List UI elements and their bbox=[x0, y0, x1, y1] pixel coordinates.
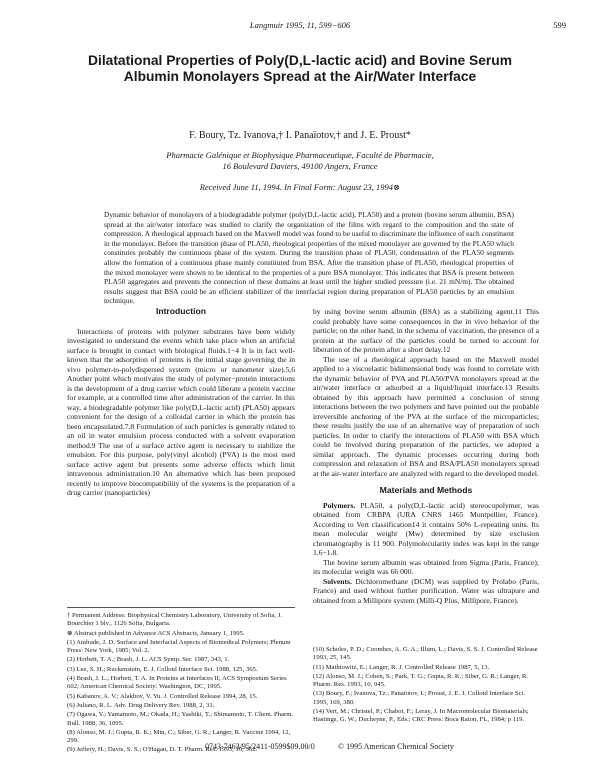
affiliation-line-2: 16 Boulevard Daviers, 49100 Angers, France bbox=[222, 161, 378, 171]
footnote: (13) Boury, F.; Ivanova, Tz.; Panaïotov, I.; Proust, J. E. J. Colloid Interface Sci. 1995, 169, 380. bbox=[313, 690, 526, 706]
footnotes-right bbox=[313, 646, 539, 726]
footnote: (5) Kabanov, A. V.; Alakhov, V. Yu. J. Controlled Release 1994, 28, 15. bbox=[67, 692, 258, 700]
right-paragraph-2: The use of a rheological approach based on the Maxwell model applied to a viscoelastic bidimensional body was found to correlate with the dynamic behavior of PVA and PLA50/PVA monolayers spread at the air/water interface or adsorbed at a liquid/liquid interface.13 Results obtained by this approach have permitted a conclusion of strong interactions between the two polymers and have pointed out the probable irreversible anchoring of the PVA at the surface of the microparticles; these results justify the use of an alternative way of preparation of such particles. In order to clarify the interactions of PLA50 with BSA which could be involved during preparation of the particles, we adopted a similar approach. The dynamic processes occurring during both compression and relaxation of BSA and BSA/PLA50 monolayers spread at the air-water interface are analyzed with regard to the developed model. bbox=[313, 354, 539, 478]
footnote: (3) Lee, S. H.; Ruckenstein, E. J. Colloid Interface Sci. 1988, 125, 365. bbox=[67, 665, 258, 673]
footnote: (9) Jeffery, H.; Davis, S. S.; O'Hagan, D. T. Pharm. Res. 1993, 10, 362. bbox=[67, 746, 258, 754]
footnotes-left bbox=[67, 607, 295, 756]
right-paragraph-1: by using bovine serum albumin (BSA) as a stabilizing agent.11 This could probably have some consequences in the in vivo behavior of the particle; on the other hand, in the schema of vaccination, the presence of a protein at the surface of the particles could be turned to account for liberation of the protein after a short delay.12 bbox=[313, 307, 539, 354]
footnote: (14) Vert, M.; Christel, P.; Chabot, F.; Leray, J. In Macromolecular Biomaterials; Hastings, G. W., Ducheyne, P., Eds.; CRC Press: Boca Raton, FL, 1984; p 119. bbox=[313, 708, 529, 724]
journal-header: Langmuir 1995, 11, 599−606 bbox=[249, 20, 351, 30]
footnote: † Permanent Address: Biophysical Chemistry Laboratory, University of Sofia, J. Bourchier 1 blv., 1126 Sofia, Bulgaria. bbox=[67, 612, 283, 628]
introduction-paragraph: Interactions of proteins with polymer substrates have been widely investigated to understand the events which take place when an artificial surface is brought in contact with biological fluids.1−4 It is in fact well-known that the adsorption of proteins is the initial stage governing the in vivo polymer-to-polydispersed system (micro or nanometer size).5,6 Another point which motivates the study of polymer−protein interactions is the development of a drug carrier which could liberate a protein vaccine for example, at a controlled time after administration of the carrier. In this way, a biodegradable polymer like poly(D,L-lactic acid) (PLA50) appears convenient for the design of a colloidal carrier in which the protein has been encapsulated.7,8 Formulation of such particles is generally related to an oil in water emulsion process conducted with a solvent evaporation method.9 The use of a surface active agent is necessary to stabilize the emulsion. For this purpose, poly(vinyl alcohol) (PVA) is the most used surface active agent but presents some adverse effects which limit intravenous administration.10 An alternative which has been proposed recently to improve biocompatibility of the systems is the preparation of a drug carrier (nanoparticles) bbox=[67, 326, 295, 497]
affiliation-line-1: Pharmacie Galénique et Biophysique Pharmaceutique, Faculté de Pharmacie, bbox=[166, 150, 434, 160]
methods-heading: Materials and Methods bbox=[379, 485, 473, 495]
footnote: (4) Brash, J. L.; Horbett, T. A. In Proteins at Interfaces II; ACS Symposium Series 602; American Chemical Society: Washington, DC, 1995. bbox=[67, 675, 287, 691]
article-title: Dilatational Properties of Poly(D,L-lactic acid) and Bovine Serum Albumin Monolayers Spread at the Air/Water Interface bbox=[88, 53, 512, 84]
footer-copyright: © 1995 American Chemical Society bbox=[338, 742, 454, 751]
introduction-heading: Introduction bbox=[155, 306, 207, 316]
footnote: (2) Horbett, T. A.; Brash, J. L. ACS Symp. Ser. 1987, 343, 1. bbox=[67, 656, 230, 664]
affiliation bbox=[100, 150, 500, 172]
footnote: (7) Ogawa, Y.; Yamamoto, M.; Okada, H.; Yashiki, T.; Shimamoto, T. Chem. Pharm. Bull. 1988, 36, 1095. bbox=[67, 711, 294, 727]
footnote: (6) Juliano, R. L. Adv. Drug Delivery Rev. 1988, 2, 31. bbox=[67, 701, 215, 709]
abstract: Dynamic behavior of monolayers of a biodegradable polymer (poly(D,L-lactic acid), PLA50) and a protein (bovine serum albumin, BSA) spread at the air/water interface was studied to clarify the organization of the films with regard to the composition and the state of compression. A rheological approach based on the Maxwell model was found to be useful to discriminate the influence of each constituent in the monolayer. Before the transition phase of PLA50, rheological properties of the mixed monolayer are governed by the PLA50 which constitutes probably the continuous phase of the system. During the transition phase of PLA50, condensation of the PLA50 segments allow the formation of a continuous phase mainly constituted from BSA. After the transition phase of PLA50, rheological properties of the mixed monolayer were shown to be identical to the properties of a pure BSA monolayer. This indicates that BSA is present between PLA50 aggregates and prevents the connection of these domains at least until the higher studied pressure (i.e. 21 mN/m). The obtained results suggest that BSA could be an efficient stabilizer of the interfacial region during preparation of PLA50 particles by an emulsion technique. bbox=[104, 210, 514, 306]
solvents-text: Dichloromethane (DCM) was supplied by Prolabo (Paris, France) and used without further purification. Water was ultrapure and obtained from a Millipore system (Milli-Q Plus, Millipore, France). bbox=[313, 576, 540, 605]
footnote: (10) Scholes, P. D.; Coombes, A. G. A.; Illum, L.; Davis, S. S. J. Controlled Release 1993, 25, 145. bbox=[313, 646, 538, 662]
footer-price-code: 0743-7463/95/2411-0599$09.00/0 bbox=[205, 742, 315, 751]
bsa-paragraph: The bovine serum albumin was obtained from Sigma (Paris, France); its molecular weight was 66 000. bbox=[313, 557, 539, 576]
footnote: (8) Alonso, M. J.; Gupta, R. K.; Min, C.; Siber, G. R.; Langer, R. Vaccine 1994, 12, 299. bbox=[67, 728, 291, 745]
polymers-paragraph bbox=[313, 501, 539, 558]
polymers-lead: Polymers. bbox=[323, 500, 356, 510]
footnote: (1) Andrade, J. D. Surface and Interfacial Aspects of Biomedical Polymers; Plenum Press: New York, 1985; Vol. 2. bbox=[67, 638, 291, 655]
received-dates: Received June 11, 1994. In Final Form: August 23, 1994⊗ bbox=[199, 182, 401, 192]
footnote: ⊗ Abstract published in Advance ACS Abstracts, January 1, 1995. bbox=[67, 629, 245, 637]
author-list: F. Boury, Tz. Ivanova,† I. Panaïotov,† and J. E. Proust* bbox=[189, 130, 411, 141]
footnote: (12) Alonso, M. J.; Cohen, S.; Park, T. G.; Gupta, R. K.; Siber, G. R.; Langer, R. Pharm. Res. 1993, 10, 945. bbox=[313, 672, 529, 689]
solvents-paragraph bbox=[313, 577, 539, 606]
right-column bbox=[313, 307, 539, 605]
left-column bbox=[67, 307, 295, 498]
page-number: 599 bbox=[553, 20, 566, 30]
footnote: (11) Mathiowitz, E.; Langer, R. J. Controlled Release 1987, 5, 13. bbox=[313, 663, 490, 671]
polymers-text: PLA50, a poly(D,L-lactic acid) stereocopolymer, was obtained from CRBPA (URA CNRS 1465 Montpellier, France). According to Vert classification14 it contains 50% L-repeating units. Its mean molecular weight (Mw) determined by size exclusion chromatography is 11 900. Polymolecularity index was kept in the range 1.6−1.8. bbox=[313, 500, 540, 557]
solvents-lead: Solvents. bbox=[323, 576, 352, 586]
